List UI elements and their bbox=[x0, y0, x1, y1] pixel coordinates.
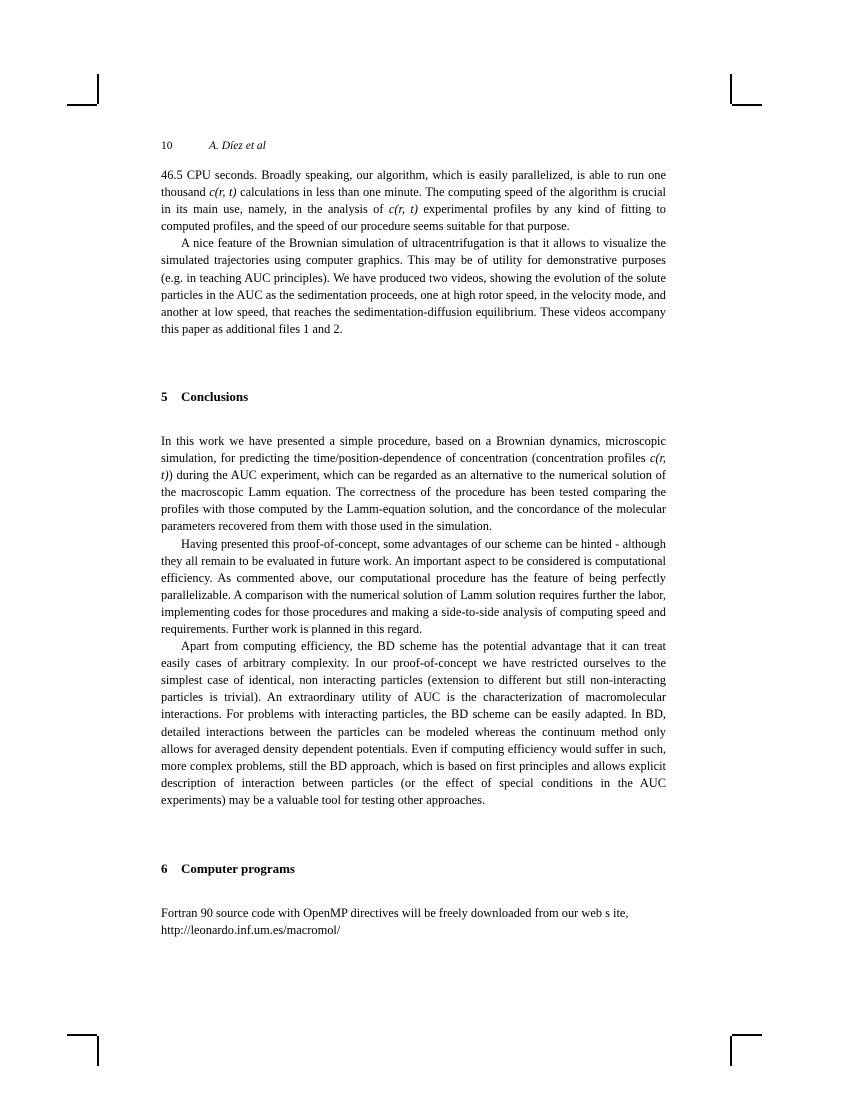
crop-mark-vertical-rule bbox=[730, 1036, 732, 1066]
section-spacer bbox=[161, 406, 666, 433]
section-title: Computer programs bbox=[181, 861, 295, 876]
section-number: 5 bbox=[161, 388, 168, 404]
crop-mark-horizontal-rule bbox=[732, 104, 762, 106]
running-header bbox=[161, 138, 666, 154]
crop-mark-vertical-rule bbox=[97, 74, 99, 104]
crop-mark-top-left bbox=[67, 74, 99, 106]
paragraph-computer-programs: Fortran 90 source code with OpenMP directives will be freely downloaded from our web s ite, http://leonardo.inf.um.es/macromol/ bbox=[161, 906, 629, 938]
paragraph-text-segment: experimental profiles by any kind of fitting to computed profiles, and the speed of our procedure seems suitable for that purpose. bbox=[161, 202, 666, 234]
paragraph-text-segment: 46.5 CPU seconds. Broadly speaking, our algorithm, which is easily parallelized, is able to run one thousand bbox=[161, 168, 666, 200]
crop-mark-top-right bbox=[730, 74, 762, 106]
section-heading-conclusions bbox=[161, 388, 666, 406]
section-spacer bbox=[161, 809, 666, 860]
paragraph-brownian-simulation: A nice feature of the Brownian simulation of ultracentrifugation is that it allows to visualize the simulated trajectories using computer graphics. This may be of utility for demonstrative purposes (e.g. in teaching AUC principles). We have produced two videos, showing the evolution of the solute particles in the AUC as the sedimentation proceeds, one at high rotor speed, in the velocity mode, and another at low speed, that reaches the sedimentation-diffusion equilibrium. These videos accompany this paper as additional files 1 and 2. bbox=[161, 236, 666, 336]
section-heading-computer-programs bbox=[161, 860, 666, 878]
paragraph-conclusions-1 bbox=[161, 433, 666, 536]
crop-mark-horizontal-rule bbox=[67, 104, 97, 106]
paragraph-cpu-seconds bbox=[161, 167, 666, 235]
running-head-authors: A. Díez et al bbox=[209, 140, 266, 152]
inline-math-crt: c(r, t) bbox=[161, 451, 666, 483]
crop-mark-vertical-rule bbox=[97, 1036, 99, 1066]
section-spacer bbox=[161, 878, 666, 905]
crop-mark-horizontal-rule bbox=[732, 1034, 762, 1036]
page-content bbox=[161, 138, 666, 939]
page-number: 10 bbox=[161, 140, 173, 152]
crop-mark-bottom-right bbox=[730, 1034, 762, 1066]
paragraph-conclusions-2: Having presented this proof-of-concept, some advantages of our scheme can be hinted - although they all remain to be evaluated in future work. An important aspect to be considered is computational efficiency. As commented above, our computational procedure has the feature of being perfectly parallelizable. A comparison with the numerical solution of Lamm solution requires further the labor, implementing codes for those procedures and making a side-to-side analysis of computing speed and requirements. Further work is planned in this regard. bbox=[161, 536, 666, 636]
paragraph-text-segment: ) during the AUC experiment, which can be regarded as an alternative to the numerical solution of the macroscopic Lamm equation. The correctness of the procedure has been tested comparing the profiles with those computed by the Lamm-equation solution, and the concordance of the molecular parameters recovered from them with those used in the simulation. bbox=[161, 468, 666, 534]
crop-mark-vertical-rule bbox=[730, 74, 732, 104]
inline-math-crt: c(r, t) bbox=[209, 185, 237, 200]
section-number: 6 bbox=[161, 861, 168, 876]
paragraph-conclusions-3: Apart from computing efficiency, the BD scheme has the potential advantage that it can treat easily cases of arbitrary complexity. In our proof-of-concept we have restricted ourselves to the simplest case of identical, non interacting particles (extension to different but still non-interacting particles is trivial). An extraordinary utility of AUC is the characterization of macromolecular interactions. For problems with interacting particles, the BD scheme can be easily adapted. In BD, detailed interactions between the particles can be modeled whereas the continuum method only allows for averaged density dependent potentials. Even if computing efficiency would suffer in such, more complex problems, still the BD approach, which is based on first principles and allows explicit description of interaction between particles (or the effect of special conditions in the AUC experiments) may be a valuable tool for testing other approaches. bbox=[161, 639, 666, 807]
section-spacer bbox=[161, 338, 666, 388]
section-title: Conclusions bbox=[181, 388, 249, 404]
crop-mark-horizontal-rule bbox=[67, 1034, 97, 1036]
paragraph-text-segment: In this work we have presented a simple procedure, based on a Brownian dynamics, microscopic simulation, for predicting the time/position-dependence of concentration (concentration profiles bbox=[161, 433, 666, 466]
inline-math-crt: c(r, t) bbox=[388, 202, 418, 217]
paragraph-text-segment: calculations in less than one minute. The computing speed of the algorithm is crucial in its main use, namely, in the analysis of bbox=[161, 185, 667, 217]
crop-mark-bottom-left bbox=[67, 1034, 99, 1066]
